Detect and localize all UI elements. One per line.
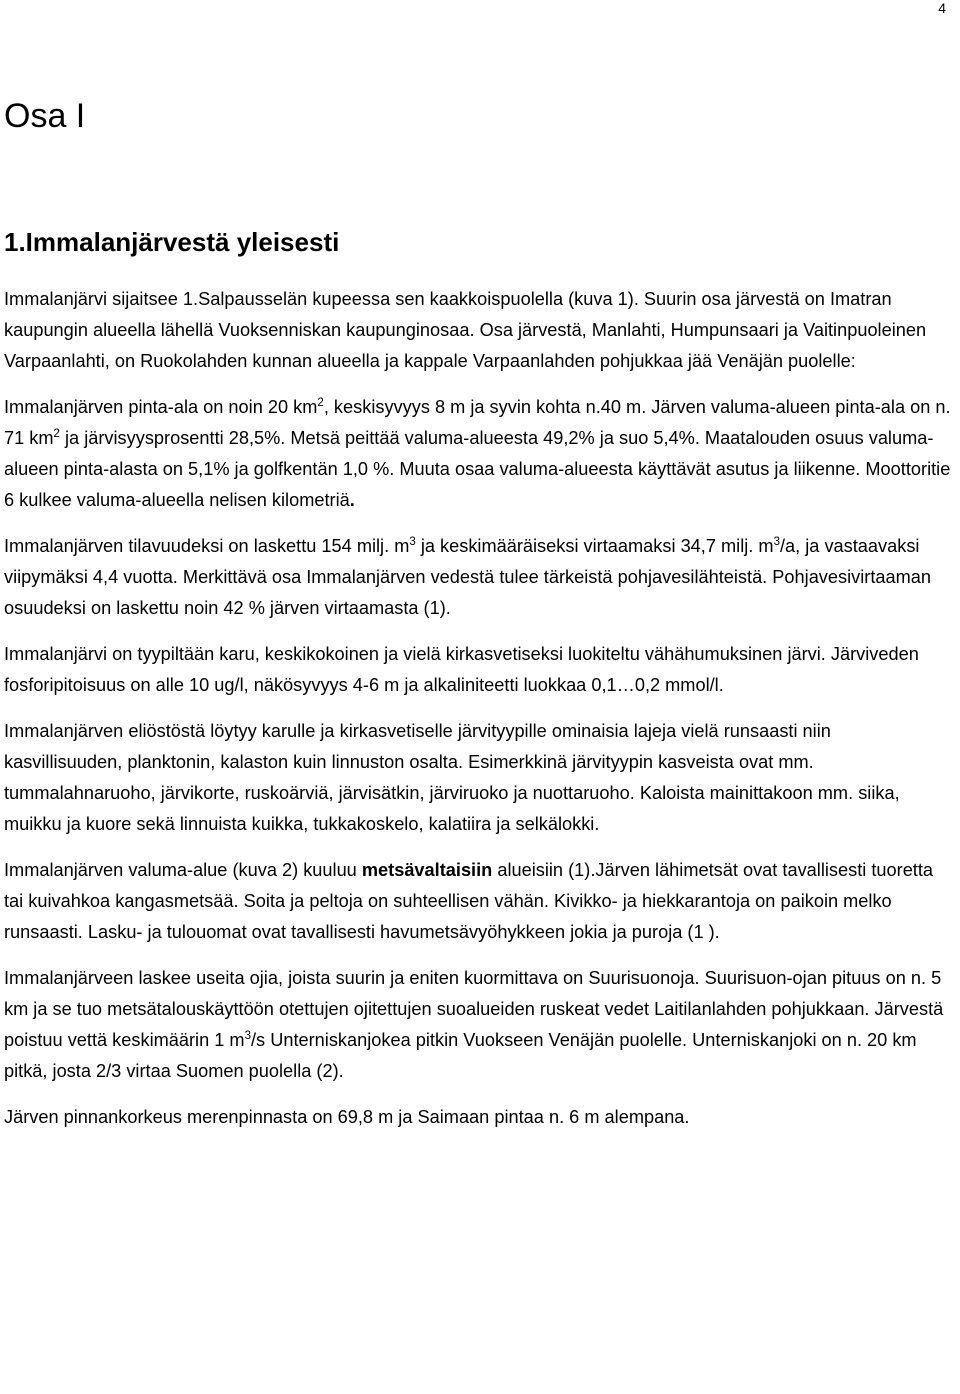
- superscript: 3: [244, 1030, 251, 1042]
- superscript: 3: [409, 536, 416, 548]
- text-run: Immalanjärven pinta-ala on noin 20 km: [4, 397, 318, 417]
- paragraph-area-stats: [4, 392, 952, 516]
- paragraph-biota: Immalanjärven eliöstöstä löytyy karulle ja kirkasvetiselle järvityypille ominaisia lajeja vielä runsaasti niin kasvillisuuden, planktonin, kalaston kuin linnuston osalta. Esimerkkinä järvityypin kasveista ovat mm. tummalahnaruoho, järvikorte, ruskoärviä, järvisätkin, järviruoko ja nuottaruoho. Kaloista mainittakoon mm. siika, muikku ja kuore sekä linnuista kuikka, tukkakoskelo, kalatiira ja selkälokki.: [4, 721, 900, 834]
- bold-term: metsävaltaisiin: [361, 860, 493, 880]
- section-heading: 1.Immalanjärvestä yleisesti: [4, 227, 340, 257]
- text-run: /s Unterniskanjokea pitkin Vuokseen Venäjän puolelle. Unterniskanjoki on n. 20 km pitkä, josta 2/3 virtaa Suomen puolella (2).: [4, 1030, 917, 1081]
- text-run: Immalanjärven valuma-alue (kuva 2) kuuluu: [4, 860, 362, 880]
- bold-period: .: [349, 490, 355, 510]
- paragraph-water-level: Järven pinnankorkeus merenpinnasta on 69,8 m ja Saimaan pintaa n. 6 m alempana.: [4, 1107, 690, 1127]
- paragraph-inflow-outflow: [4, 963, 952, 1087]
- paragraph-water-quality: Immalanjärvi on tyypiltään karu, keskikokoinen ja vielä kirkasvetiseksi luokiteltu vähähumuksinen järvi. Järviveden fosforipitoisuus on alle 10 ug/l, näkösyvyys 4-6 m ja alkaliniteetti luokkaa 0,1…0,2 mmol/l.: [4, 644, 919, 695]
- superscript: 2: [53, 428, 60, 440]
- body-text: [4, 284, 952, 1148]
- text-run: Immalanjärven tilavuudeksi on laskettu 154 milj. m: [4, 536, 410, 556]
- text-run: , keskisyvyys 8 m ja syvin kohta n.40 m. Järven valuma-alueen pinta-ala on n. 71 km: [4, 397, 951, 448]
- text-run: alueisiin (1).Järven lähimetsät ovat tavallisesti tuoretta tai kuivahkoa kangasmetsää. Soita ja peltoja on suhteellisen vähän. Kivikko- ja hiekkarantoja on paikoin melko runsaasti. Lasku- ja tulouomat ovat tavallisesti havumetsävyöhykkeen jokia ja puroja (1 ).: [4, 860, 934, 942]
- page-number: 4: [938, 0, 946, 16]
- part-heading: Osa I: [4, 97, 86, 135]
- paragraph-catchment-forest: [4, 855, 952, 948]
- superscript: 3: [773, 536, 780, 548]
- text-run: ja järvisyysprosentti 28,5%. Metsä peittää valuma-alueesta 49,2% ja suo 5,4%. Maatalouden osuus valuma-alueen pinta-alasta on 5,1% ja golfkentän 1,0 %. Muuta osaa valuma-alueesta käyttävät asutus ja liikenne. Moottoritie 6 kulkee valuma-alueella nelisen kilometriä: [4, 428, 951, 510]
- superscript: 2: [317, 397, 324, 409]
- text-run: Immalanjärveen laskee useita ojia, joista suurin ja eniten kuormittava on Suurisuonoja. Suurisuon-ojan pituus on n. 5 km ja se tuo metsätalouskäyttöön otettujen ojitettujen suoalueiden ruskeat vedet Laitilanlahden pohjukkaan. Järvestä poistuu vettä keskimäärin 1 m: [4, 968, 944, 1050]
- paragraph-location: Immalanjärvi sijaitsee 1.Salpausselän kupeessa sen kaakkoispuolella (kuva 1). Suurin osa järvestä on Imatran kaupungin alueella lähellä Vuoksenniskan kaupunginosaa. Osa järvestä, Manlahti, Humpunsaari ja Vaitinpuoleinen Varpaanlahti, on Ruokolahden kunnan alueella ja kappale Varpaanlahden pohjukkaa jää Venäjän puolelle:: [4, 289, 927, 371]
- text-run: ja keskimääräiseksi virtaamaksi 34,7 milj. m: [415, 536, 774, 556]
- paragraph-volume-flow: [4, 531, 952, 624]
- text-run: /a, ja vastaavaksi viipymäksi 4,4 vuotta. Merkittävä osa Immalanjärven vedestä tulee tärkeistä pohjavesilähteistä. Pohjavesivirtaaman osuudeksi on laskettu noin 42 % järven virtaamasta (1).: [4, 536, 932, 618]
